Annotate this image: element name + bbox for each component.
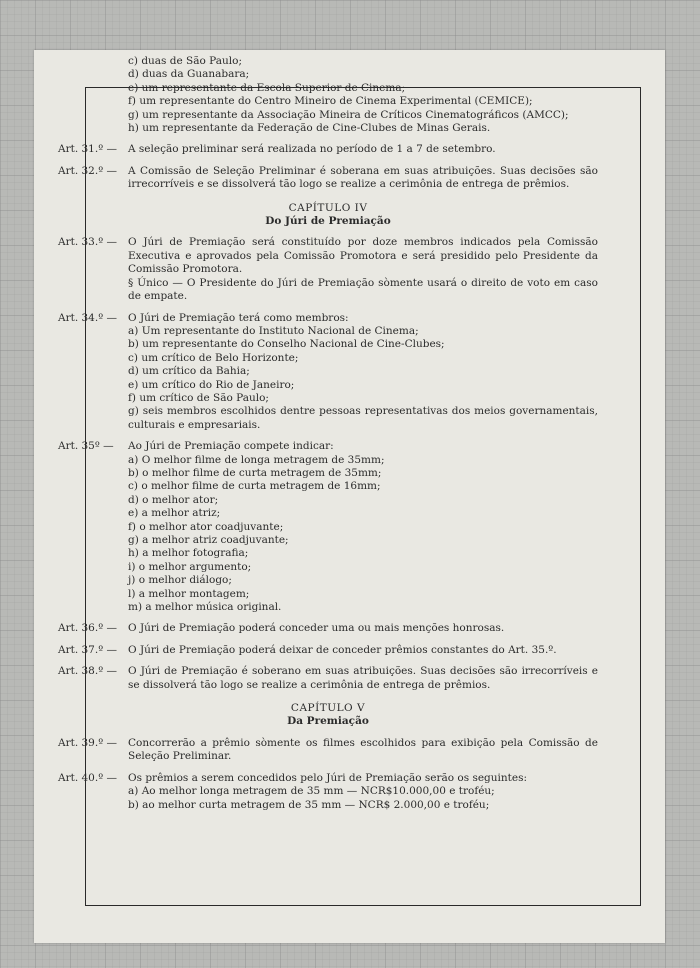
article-32: [58, 165, 598, 192]
document-body: [58, 55, 598, 812]
article-number: Art. 34.º —: [58, 311, 117, 324]
article-34: [58, 312, 598, 433]
article-text: O Júri de Premiação poderá conceder uma ou mais menções honrosas.: [128, 622, 505, 635]
article-number: Art. 40.º —: [58, 771, 117, 784]
article-40: [58, 772, 598, 812]
article-31: [58, 143, 598, 156]
article-36: [58, 622, 598, 635]
article-33: [58, 236, 598, 303]
article-text: O Júri de Premiação é soberano em suas atribuições. Suas decisões são irrecorríveis e se dissolverá tão logo se realize a cerimônia de entrega de prêmios.: [128, 665, 598, 691]
list-item: e) a melhor atriz;: [128, 507, 221, 520]
article-35: [58, 440, 598, 614]
list-item: a) Um representante do Instituto Nacional de Cinema;: [128, 324, 419, 337]
article-text: A seleção preliminar será realizada no período de 1 a 7 de setembro.: [128, 143, 496, 156]
article-number: Art. 38.º —: [58, 665, 117, 678]
chapter-subtitle: Do Júri de Premiação: [265, 215, 391, 228]
list-item: f) um crítico de São Paulo;: [128, 391, 269, 404]
article-text: Ao Júri de Premiação compete indicar:: [128, 440, 334, 453]
article-paragraph: § Único — O Presidente do Júri de Premiação sòmente usará o direito de voto em caso de empate.: [128, 276, 598, 303]
list-item: g) a melhor atriz coadjuvante;: [128, 534, 289, 546]
article-text: Os prêmios a serem concedidos pelo Júri de Premiação serão os seguintes:: [128, 771, 528, 784]
list-item: j) o melhor diálogo;: [128, 574, 232, 587]
chapter-title: CAPÍTULO IV: [288, 201, 368, 214]
article-text: Concorrerão a prêmio sòmente os filmes escolhidos para exibição pela Comissão de Seleção Preliminar.: [128, 736, 598, 763]
article-number: Art. 31.º —: [58, 143, 117, 156]
list-item: f) o melhor ator coadjuvante;: [128, 520, 284, 533]
list-item: d) um crítico da Bahia;: [128, 365, 250, 378]
list-item: d) o melhor ator;: [128, 493, 219, 506]
list-item: b) o melhor filme de curta metragem de 35mm;: [128, 466, 382, 479]
list-item: e) um representante da Escola Superior de Cinema;: [128, 81, 406, 94]
list-item: e) um crítico do Rio de Janeiro;: [128, 378, 295, 391]
member-list-continued: [58, 55, 598, 135]
list-item: f) um representante do Centro Mineiro de Cinema Experimental (CEMICE);: [128, 95, 533, 108]
article-number: Art. 39.º —: [58, 736, 117, 749]
chapter-title: CAPÍTULO V: [290, 702, 366, 715]
list-item: d) duas da Guanabara;: [128, 68, 250, 81]
list-item: c) o melhor filme de curta metragem de 16mm;: [128, 480, 381, 493]
article-number: Art. 33.º —: [58, 236, 117, 249]
article-number: Art. 32.º —: [58, 164, 117, 177]
article-38: [58, 665, 598, 692]
article-number: Art. 37.º —: [58, 643, 117, 656]
list-item: a) Ao melhor longa metragem de 35 mm — NCR$10.000,00 e troféu;: [128, 785, 495, 798]
list-item: b) ao melhor curta metragem de 35 mm — NCR$ 2.000,00 e troféu;: [128, 798, 490, 811]
list-item: b) um representante do Conselho Nacional de Cine-Clubes;: [128, 338, 445, 351]
chapter-subtitle: Da Premiação: [287, 715, 369, 728]
list-item: i) o melhor argumento;: [128, 560, 252, 573]
article-37: [58, 644, 598, 657]
article-number: Art. 36.º —: [58, 622, 117, 635]
list-item: g) um representante da Associação Mineira de Críticos Cinematográficos (AMCC);: [128, 108, 569, 121]
list-item: a) O melhor filme de longa metragem de 35mm;: [128, 453, 385, 466]
article-39: [58, 737, 598, 764]
list-item: h) a melhor fotografia;: [128, 547, 249, 560]
list-item: g) seis membros escolhidos dentre pessoas representativas dos meios governamentais, culturais e empresariais.: [128, 405, 598, 431]
list-item: l) a melhor montagem;: [128, 587, 250, 600]
chapter-heading: [58, 702, 598, 729]
list-item: m) a melhor música original.: [128, 601, 282, 614]
article-number: Art. 35º —: [58, 440, 114, 453]
article-text: O Júri de Premiação terá como membros:: [128, 311, 349, 324]
article-text: A Comissão de Seleção Preliminar é soberana em suas atribuições. Suas decisões são irrecorríveis e se dissolverá tão logo se realize a cerimônia de entrega de prêmios.: [128, 164, 598, 191]
list-item: c) um crítico de Belo Horizonte;: [128, 351, 299, 364]
list-item: h) um representante da Federação de Cine-Clubes de Minas Gerais.: [128, 122, 491, 135]
article-text: O Júri de Premiação poderá deixar de conceder prêmios constantes do Art. 35.º.: [128, 643, 557, 656]
chapter-heading: [58, 202, 598, 229]
article-text: O Júri de Premiação será constituído por doze membros indicados pela Comissão Executiva e aprovados pela Comissão Promotora e será presidido pelo Presidente da Comissão Promotora.: [128, 236, 598, 276]
list-item: c) duas de São Paulo;: [128, 55, 243, 67]
